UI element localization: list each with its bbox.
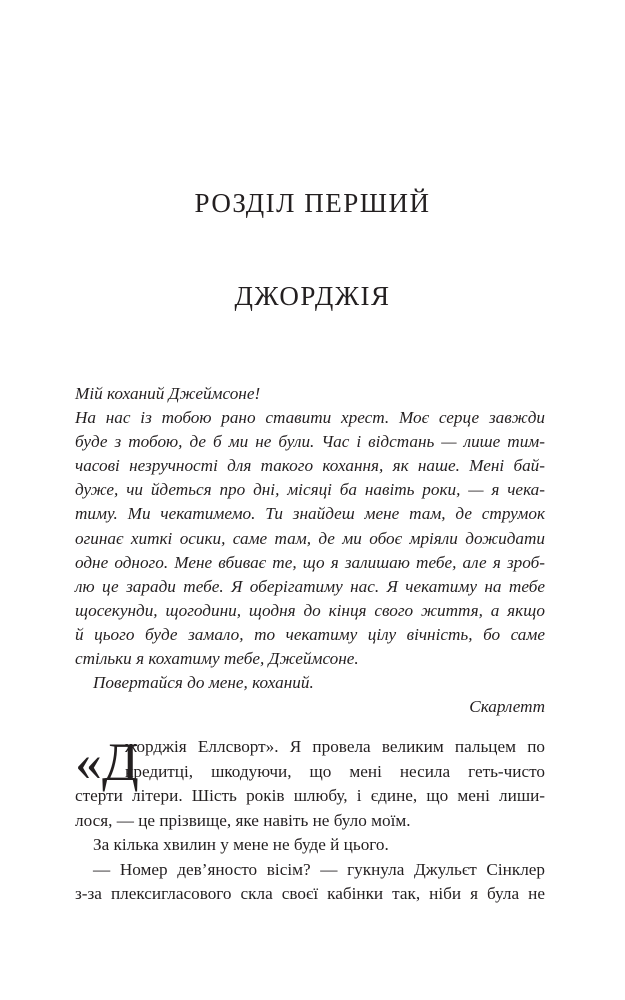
prose-line: — Номер дев’яносто вісім? — гукнула Джульєт Сінклер — [93, 859, 545, 879]
letter-closing: Повертайся до мене, коханий. — [93, 673, 314, 693]
letter-salutation: Мій коханий Джеймсоне! — [75, 384, 261, 403]
prose-line: з-за плексигласового скла своєї кабінки так, ніби я була не — [75, 884, 545, 903]
letter-line: дуже, чи йдеться про дні, місяці ба навіть роки, — я чека- — [75, 480, 545, 500]
first-paragraph — [75, 732, 545, 833]
letter-line: лю це заради тебе. Я оберігатиму нас. Я чекатиму на тебе — [75, 576, 545, 596]
prose-line: кредитці, шкодуючи, що мені несила геть-чисто — [125, 761, 545, 781]
letter-line: огинає хиткі осики, саме там, де ми обоє мріяли дожидати — [75, 528, 545, 548]
letter-signature: Скарлетт — [469, 697, 545, 717]
drop-cap: «Д — [75, 732, 139, 792]
letter-line: буде з тобою, де б ми не були. Час і відстань — лише тим- — [75, 432, 545, 452]
letter-line: стільки я кохатиму тебе, Джеймсоне. — [75, 649, 359, 669]
letter-line: тиму. Ми чекатимемо. Ти знайдеш мене там, де струмок — [75, 504, 545, 524]
chapter-subtitle: ДЖОРДЖІЯ — [234, 281, 391, 311]
letter-line: одне одного. Мене вбиває те, що я залишаю тебе, але я зроб- — [75, 552, 545, 572]
letter-line: й цього буде замало, то чекатиму цілу вічність, бо саме — [75, 624, 545, 644]
prose-line: лося, — це прізвище, яке навіть не було моїм. — [75, 810, 411, 830]
prose-block — [75, 732, 545, 907]
prose-paragraph: За кілька хвилин у мене не буде й цього. — [93, 835, 389, 854]
chapter-title: РОЗДІЛ ПЕРШИЙ — [194, 188, 431, 218]
letter-line: часові незручності для такого кохання, як наше. Мені бай- — [75, 456, 545, 476]
prose-line: стерти літери. Шість років шлюбу, і єдине, що мені лиши- — [75, 786, 545, 805]
letter-line: щосекунди, щогодини, щодня до кінця свого життя, а якщо — [75, 600, 545, 620]
letter-line: На нас із тобою рано ставити хрест. Моє серце завжди — [75, 408, 545, 428]
letter-block — [75, 382, 545, 719]
prose-line: жорджія Еллсворт». Я провела великим пальцем по — [125, 737, 545, 756]
